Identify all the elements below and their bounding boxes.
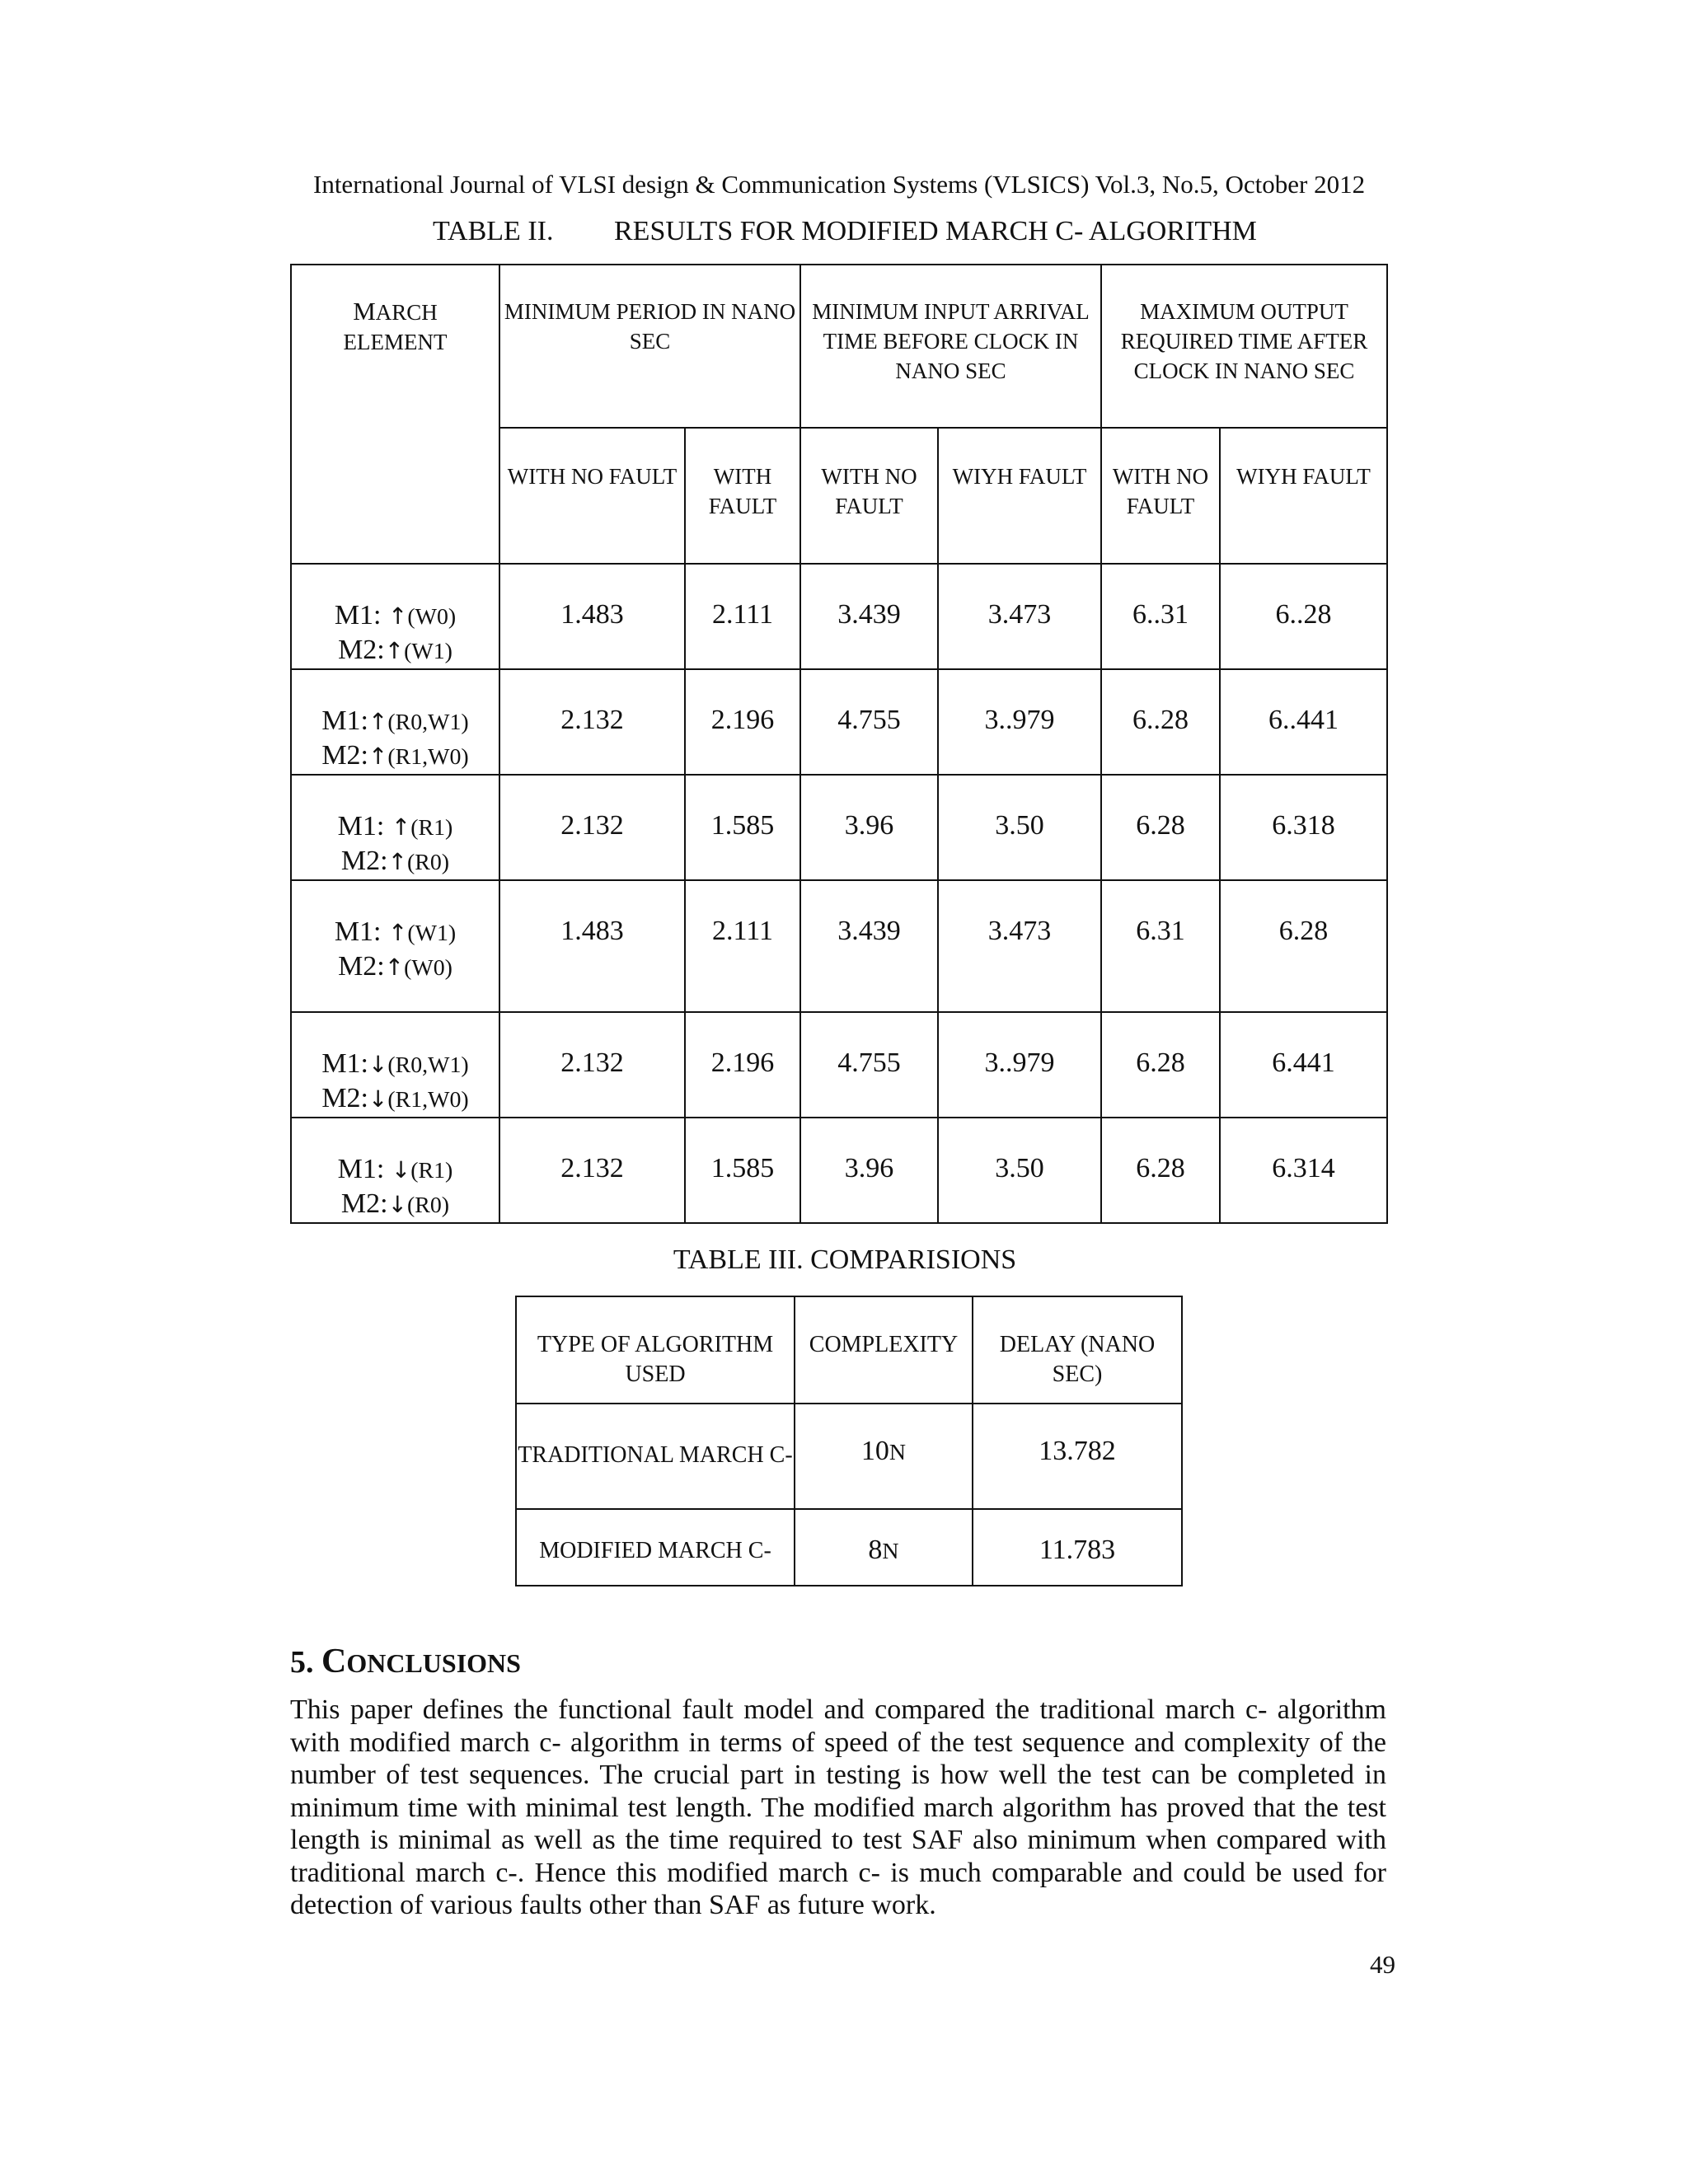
direction-arrow-icon: ↑ [391, 813, 411, 841]
min-period-header: MINIMUM PERIOD IN NANO SEC [499, 265, 800, 428]
value-cell: 6.441 [1220, 1012, 1387, 1118]
m1-operation: (R0,W1) [387, 1052, 469, 1078]
value-cell: 2.196 [685, 1012, 800, 1118]
value-cell: 6.28 [1101, 775, 1220, 880]
value-cell: 2.132 [499, 669, 685, 775]
march-element-cap: M [353, 297, 376, 326]
m2-prefix: M2: [338, 951, 385, 982]
min-input-header: MINIMUM INPUT ARRIVAL TIME BEFORE CLOCK IN NANO SEC [800, 265, 1101, 428]
direction-arrow-icon: ↑ [384, 637, 405, 664]
m2-operation: (R0) [406, 1193, 450, 1218]
direction-arrow-icon: ↓ [387, 1191, 407, 1218]
march-element-cell [291, 880, 499, 1012]
delay-header: DELAY (NANO SEC) [973, 1296, 1182, 1404]
value-cell: 2.196 [685, 669, 800, 775]
value-cell: 6..441 [1220, 669, 1387, 775]
table-row [291, 564, 1387, 669]
value-cell: 3.473 [938, 880, 1101, 1012]
section-title-cap: C [321, 1643, 347, 1680]
complexity-cell [795, 1509, 973, 1586]
subheader: WIYH FAULT [938, 428, 1101, 564]
march-element-cell [291, 564, 499, 669]
complexity-unit: N [889, 1440, 907, 1465]
m1-prefix: M1: [334, 916, 388, 947]
algorithm-type-cell: MODIFIED MARCH C- [516, 1509, 795, 1586]
direction-arrow-icon: ↓ [368, 1051, 388, 1078]
table-row [291, 1118, 1387, 1223]
direction-arrow-icon: ↑ [384, 954, 405, 981]
subheader: WITH NO FAULT [1101, 428, 1220, 564]
table-row [291, 1012, 1387, 1118]
m1-operation: (W0) [407, 604, 457, 630]
march-element-cell [291, 775, 499, 880]
m1-prefix: M1: [337, 811, 392, 841]
delay-cell: 11.783 [973, 1509, 1182, 1586]
page-number: 49 [1370, 1950, 1395, 1979]
m2-operation: (R0) [406, 850, 450, 875]
results-table [290, 264, 1388, 1224]
m1-operation: (W1) [407, 921, 457, 946]
table-row [291, 880, 1387, 1012]
table3-title: TABLE III. COMPARISIONS [673, 1244, 1017, 1275]
value-cell: 3.50 [938, 1118, 1101, 1223]
m1-operation: (R1) [410, 1158, 453, 1183]
conclusion-paragraph: This paper defines the functional fault model and compared the traditional march c- algorithm with modified march c- algorithm in terms of speed of the test sequence and complexity of the number of test sequences. The crucial part in testing is how well the test can be completed in minimum time with minimal test length. The modified march algorithm has proved that the test length is minimal as well as the time required to test SAF also minimum when compared with traditional march c-. Hence this modified march c- is much comparable and could be used for detection of various faults other than SAF as future work. [290, 1694, 1386, 1920]
running-header: International Journal of VLSI design & Communication Systems (VLSICS) Vol.3, No.5, October 2012 [313, 170, 1366, 199]
table-row [516, 1509, 1182, 1586]
complexity-header: COMPLEXITY [795, 1296, 973, 1404]
direction-arrow-icon: ↑ [368, 743, 388, 770]
comparison-table [515, 1296, 1183, 1586]
value-cell: 1.585 [685, 775, 800, 880]
value-cell: 1.483 [499, 564, 685, 669]
value-cell: 2.132 [499, 1118, 685, 1223]
march-element-rest: ARCH [375, 300, 438, 325]
table-row [291, 775, 1387, 880]
m2-operation: (W1) [404, 639, 452, 664]
max-output-header: MAXIMUM OUTPUT REQUIRED TIME AFTER CLOCK IN NANO SEC [1101, 265, 1387, 428]
subheader: WITH NO FAULT [499, 428, 685, 564]
direction-arrow-icon: ↓ [368, 1085, 388, 1113]
complexity-unit: N [882, 1539, 899, 1564]
value-cell: 3.96 [800, 775, 938, 880]
section-heading [290, 1642, 521, 1681]
subheader: WIYH FAULT [1220, 428, 1387, 564]
direction-arrow-icon: ↑ [388, 602, 408, 630]
value-cell: 3.473 [938, 564, 1101, 669]
m2-prefix: M2: [340, 846, 388, 876]
m1-prefix: M1: [321, 705, 368, 736]
m2-prefix: M2: [321, 1083, 368, 1113]
value-cell: 1.483 [499, 880, 685, 1012]
complexity-number: 8 [868, 1535, 883, 1565]
section-number: 5. [290, 1645, 321, 1680]
m1-prefix: M1: [334, 600, 388, 630]
m2-operation: (R1,W0) [387, 1087, 469, 1113]
value-cell: 6.28 [1101, 1012, 1220, 1118]
value-cell: 2.111 [685, 880, 800, 1012]
value-cell: 6..28 [1101, 669, 1220, 775]
table-row [516, 1404, 1182, 1509]
section-title-rest: ONCLUSIONS [346, 1648, 521, 1678]
m2-prefix: M2: [340, 1188, 388, 1219]
march-element-line2: ELEMENT [343, 330, 448, 354]
direction-arrow-icon: ↓ [391, 1156, 411, 1183]
m1-prefix: M1: [321, 1048, 368, 1079]
value-cell: 2.132 [499, 1012, 685, 1118]
march-element-cell [291, 669, 499, 775]
value-cell: 2.111 [685, 564, 800, 669]
value-cell: 4.755 [800, 1012, 938, 1118]
m1-operation: (R1) [410, 815, 453, 841]
value-cell: 6.28 [1220, 880, 1387, 1012]
direction-arrow-icon: ↑ [368, 708, 388, 735]
table-row [291, 669, 1387, 775]
delay-cell: 13.782 [973, 1404, 1182, 1509]
value-cell: 1.585 [685, 1118, 800, 1223]
value-cell: 6.314 [1220, 1118, 1387, 1223]
direction-arrow-icon: ↑ [388, 919, 408, 946]
value-cell: 3.50 [938, 775, 1101, 880]
m2-operation: (R1,W0) [387, 744, 469, 770]
value-cell: 4.755 [800, 669, 938, 775]
subheader: WITH FAULT [685, 428, 800, 564]
value-cell: 3..979 [938, 669, 1101, 775]
value-cell: 6.31 [1101, 880, 1220, 1012]
algorithm-type-header: TYPE OF ALGORITHM USED [516, 1296, 795, 1404]
value-cell: 6.318 [1220, 775, 1387, 880]
march-element-cell [291, 1118, 499, 1223]
m2-prefix: M2: [338, 635, 385, 665]
complexity-number: 10 [860, 1436, 889, 1466]
value-cell: 6..28 [1220, 564, 1387, 669]
direction-arrow-icon: ↑ [387, 848, 407, 875]
value-cell: 3.439 [800, 564, 938, 669]
subheader: WITH NO FAULT [800, 428, 938, 564]
complexity-cell [795, 1404, 973, 1509]
m1-operation: (R0,W1) [387, 710, 469, 735]
march-element-header [291, 265, 499, 564]
value-cell: 3..979 [938, 1012, 1101, 1118]
table2-title: RESULTS FOR MODIFIED MARCH C- ALGORITHM [614, 216, 1257, 246]
value-cell: 2.132 [499, 775, 685, 880]
m2-operation: (W0) [404, 955, 452, 981]
march-element-cell [291, 1012, 499, 1118]
table2-label: TABLE II. [433, 216, 554, 246]
m2-prefix: M2: [321, 740, 368, 771]
value-cell: 6.28 [1101, 1118, 1220, 1223]
value-cell: 3.96 [800, 1118, 938, 1223]
value-cell: 3.439 [800, 880, 938, 1012]
algorithm-type-cell: TRADITIONAL MARCH C- [516, 1404, 795, 1509]
value-cell: 6..31 [1101, 564, 1220, 669]
m1-prefix: M1: [337, 1154, 392, 1184]
